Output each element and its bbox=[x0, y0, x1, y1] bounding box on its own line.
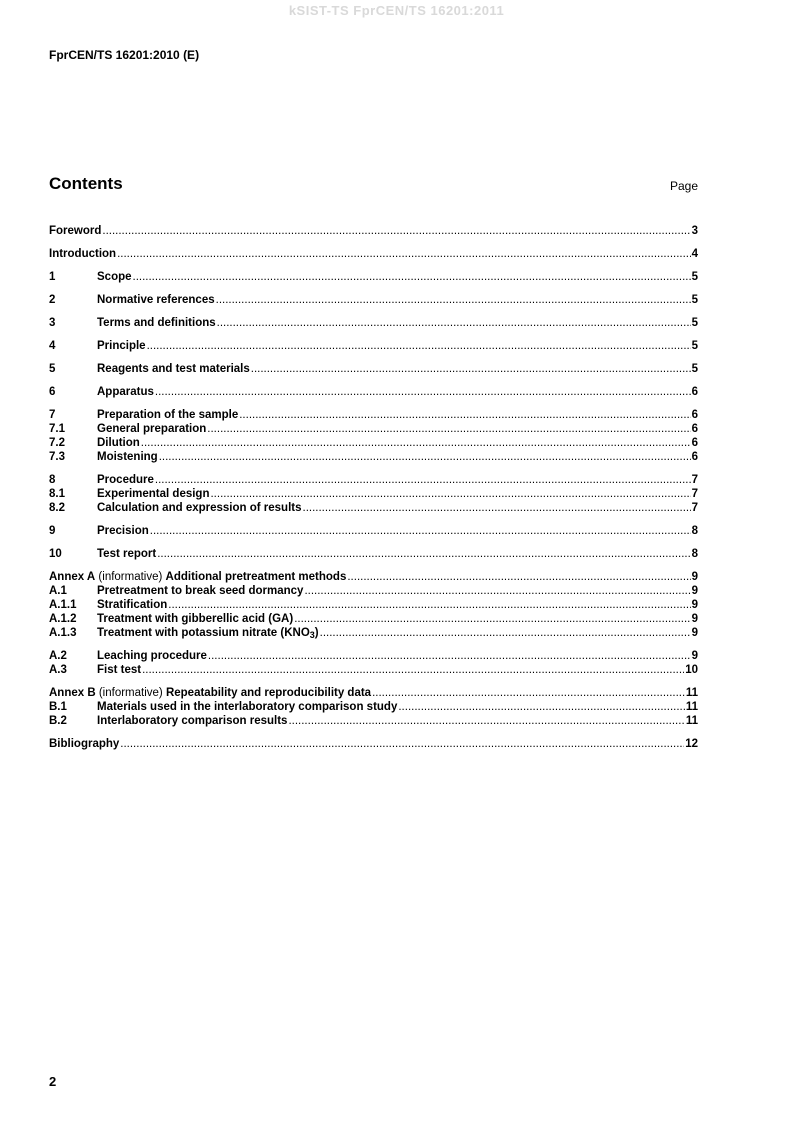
toc-entry-page: 9 bbox=[691, 613, 698, 625]
toc-entry-page: 11 bbox=[685, 701, 698, 713]
toc-entry-title bbox=[97, 626, 319, 640]
contents-heading: Contents bbox=[49, 174, 123, 193]
toc-entry-title: Preparation of the sample bbox=[97, 409, 239, 421]
dot-leader bbox=[288, 714, 684, 728]
toc-entry-page: 6 bbox=[691, 386, 698, 398]
dot-leader bbox=[320, 626, 691, 640]
toc-entry-3[interactable] bbox=[49, 316, 698, 330]
toc-entry-title: Pretreatment to break seed dormancy bbox=[97, 585, 304, 597]
dot-leader bbox=[207, 422, 690, 436]
toc-entry-introduction[interactable] bbox=[49, 247, 698, 261]
toc-entry-title: Materials used in the interlaboratory comparison study bbox=[97, 701, 398, 713]
toc-entry-number: A.1.2 bbox=[49, 613, 77, 625]
toc-entry-title-main: Treatment with potassium nitrate (KNO bbox=[97, 627, 310, 639]
toc-entry-number: A.2 bbox=[49, 650, 67, 662]
toc-entry-page: 9 bbox=[691, 571, 698, 583]
dot-leader bbox=[208, 649, 691, 663]
toc-entry-title: Experimental design bbox=[97, 488, 210, 500]
table-of-contents bbox=[49, 224, 698, 751]
toc-entry-5[interactable] bbox=[49, 362, 698, 376]
toc-entry-number: A.3 bbox=[49, 664, 67, 676]
toc-entry-number: 10 bbox=[49, 548, 62, 560]
toc-entry-page: 8 bbox=[691, 548, 698, 560]
toc-entry-page: 5 bbox=[691, 363, 698, 375]
toc-entry-page: 9 bbox=[691, 585, 698, 597]
toc-entry-number: 3 bbox=[49, 317, 56, 329]
toc-entry-foreword[interactable] bbox=[49, 224, 698, 238]
toc-entry-number: A.1.1 bbox=[49, 599, 77, 611]
toc-entry-title: Scope bbox=[97, 271, 132, 283]
toc-entry-title: Introduction bbox=[49, 248, 117, 260]
toc-entry-number: 1 bbox=[49, 271, 56, 283]
annex-title: Repeatability and reproducibility data bbox=[165, 687, 372, 699]
toc-entry-2[interactable] bbox=[49, 293, 698, 307]
toc-entry-a-2[interactable] bbox=[49, 649, 698, 663]
toc-entry-page: 5 bbox=[691, 271, 698, 283]
toc-entry-number: A.1 bbox=[49, 585, 67, 597]
dot-leader bbox=[304, 584, 690, 598]
toc-entry-title: Stratification bbox=[97, 599, 168, 611]
toc-entry-number: 7 bbox=[49, 409, 56, 421]
toc-entry-page: 6 bbox=[691, 451, 698, 463]
toc-entry-a-1-3[interactable] bbox=[49, 626, 698, 640]
toc-entry-b-1[interactable] bbox=[49, 700, 698, 714]
toc-entry-number: 5 bbox=[49, 363, 56, 375]
toc-entry-page: 8 bbox=[691, 525, 698, 537]
toc-entry-b-2[interactable] bbox=[49, 714, 698, 728]
toc-entry-number: 8.1 bbox=[49, 488, 65, 500]
toc-entry-title: Apparatus bbox=[97, 386, 154, 398]
toc-entry-page: 7 bbox=[691, 474, 698, 486]
subscript-3: 3 bbox=[309, 630, 315, 640]
toc-entry-title: Foreword bbox=[49, 225, 102, 237]
annex-label: Annex A bbox=[49, 571, 96, 583]
toc-entry-number: 6 bbox=[49, 386, 56, 398]
toc-entry-page: 11 bbox=[685, 687, 698, 699]
toc-entry-title bbox=[49, 686, 371, 700]
toc-entry-title: Precision bbox=[97, 525, 149, 537]
toc-entry-page: 5 bbox=[691, 340, 698, 352]
toc-entry-7-1[interactable] bbox=[49, 422, 698, 436]
dot-leader bbox=[217, 316, 691, 330]
toc-entry-7-3[interactable] bbox=[49, 450, 698, 464]
toc-entry-title: Leaching procedure bbox=[97, 650, 207, 662]
annex-informative-label: (informative) bbox=[95, 687, 166, 699]
toc-entry-title: Interlaboratory comparison results bbox=[97, 715, 288, 727]
dot-leader bbox=[303, 501, 691, 515]
watermark: kSIST-TS FprCEN/TS 16201:2011 bbox=[288, 3, 505, 18]
toc-entry-1[interactable] bbox=[49, 270, 698, 284]
toc-entry-8-2[interactable] bbox=[49, 501, 698, 515]
dot-leader bbox=[141, 436, 691, 450]
toc-entry-title bbox=[49, 570, 346, 584]
annex-label: Annex B bbox=[49, 687, 96, 699]
dot-leader bbox=[210, 487, 690, 501]
toc-entry-page: 11 bbox=[685, 715, 698, 727]
toc-entry-page: 6 bbox=[691, 437, 698, 449]
toc-entry-title: Reagents and test materials bbox=[97, 363, 250, 375]
toc-entry-title: Bibliography bbox=[49, 738, 120, 750]
dot-leader bbox=[294, 612, 690, 626]
toc-entry-title: Test report bbox=[97, 548, 157, 560]
toc-entry-title: Fist test bbox=[97, 664, 142, 676]
toc-entry-page: 9 bbox=[691, 599, 698, 611]
toc-entry-a-3[interactable] bbox=[49, 663, 698, 677]
dot-leader bbox=[372, 686, 685, 700]
toc-entry-a-1-2[interactable] bbox=[49, 612, 698, 626]
toc-entry-page: 9 bbox=[691, 627, 698, 639]
toc-entry-title: Principle bbox=[97, 340, 146, 352]
toc-entry-page: 7 bbox=[691, 502, 698, 514]
toc-entry-page: 7 bbox=[691, 488, 698, 500]
dot-leader bbox=[150, 524, 691, 538]
annex-title: Additional pretreatment methods bbox=[165, 571, 347, 583]
toc-entry-title: General preparation bbox=[97, 423, 207, 435]
toc-entry-page: 12 bbox=[685, 738, 698, 750]
dot-leader bbox=[157, 547, 690, 561]
dot-leader bbox=[347, 570, 690, 584]
toc-entry-4[interactable] bbox=[49, 339, 698, 353]
toc-entry-page: 3 bbox=[691, 225, 698, 237]
dot-leader bbox=[133, 270, 691, 284]
dot-leader bbox=[142, 663, 684, 677]
toc-entry-title: Dilution bbox=[97, 437, 140, 449]
toc-entry-page: 5 bbox=[691, 294, 698, 306]
page-number: 2 bbox=[49, 1074, 57, 1089]
toc-entry-8-1[interactable] bbox=[49, 487, 698, 501]
toc-entry-number: 9 bbox=[49, 525, 56, 537]
toc-entry-7-2[interactable] bbox=[49, 436, 698, 450]
page-column-label: Page bbox=[669, 179, 698, 193]
dot-leader bbox=[147, 339, 691, 353]
toc-entry-number: 7.3 bbox=[49, 451, 65, 463]
dot-leader bbox=[168, 598, 690, 612]
toc-entry-page: 5 bbox=[691, 317, 698, 329]
toc-entry-page: 6 bbox=[691, 409, 698, 421]
toc-entry-number: 4 bbox=[49, 340, 56, 352]
toc-entry-10[interactable] bbox=[49, 547, 698, 561]
toc-entry-7[interactable] bbox=[49, 408, 698, 422]
dot-leader bbox=[239, 408, 690, 422]
toc-entry-number: B.1 bbox=[49, 701, 67, 713]
toc-entry-title: Terms and definitions bbox=[97, 317, 216, 329]
toc-entry-number: 7.2 bbox=[49, 437, 65, 449]
toc-entry-annex-a[interactable] bbox=[49, 570, 698, 584]
toc-entry-annex-b[interactable] bbox=[49, 686, 698, 700]
dot-leader bbox=[102, 224, 690, 238]
toc-entry-page: 4 bbox=[691, 248, 698, 260]
toc-entry-number: 2 bbox=[49, 294, 56, 306]
toc-entry-number: 7.1 bbox=[49, 423, 65, 435]
annex-informative-label: (informative) bbox=[95, 571, 166, 583]
toc-entry-page: 10 bbox=[685, 664, 698, 676]
toc-entry-title: Normative references bbox=[97, 294, 215, 306]
toc-entry-number: B.2 bbox=[49, 715, 67, 727]
dot-leader bbox=[120, 737, 684, 751]
dot-leader bbox=[159, 450, 691, 464]
dot-leader bbox=[155, 385, 691, 399]
toc-entry-title-suffix: ) bbox=[314, 627, 319, 639]
document-id-header: FprCEN/TS 16201:2010 (E) bbox=[49, 48, 200, 62]
dot-leader bbox=[155, 473, 691, 487]
toc-entry-title: Treatment with gibberellic acid (GA) bbox=[97, 613, 294, 625]
toc-entry-number: 8 bbox=[49, 474, 56, 486]
dot-leader bbox=[251, 362, 691, 376]
toc-entry-title: Moistening bbox=[97, 451, 158, 463]
toc-entry-title: Procedure bbox=[97, 474, 154, 486]
toc-entry-a-1[interactable] bbox=[49, 584, 698, 598]
toc-entry-8[interactable] bbox=[49, 473, 698, 487]
toc-entry-6[interactable] bbox=[49, 385, 698, 399]
toc-entry-number: A.1.3 bbox=[49, 627, 77, 639]
dot-leader bbox=[117, 247, 691, 261]
toc-entry-page: 9 bbox=[691, 650, 698, 662]
dot-leader bbox=[216, 293, 691, 307]
toc-entry-number: 8.2 bbox=[49, 502, 65, 514]
toc-entry-page: 6 bbox=[691, 423, 698, 435]
toc-entry-9[interactable] bbox=[49, 524, 698, 538]
toc-entry-a-1-1[interactable] bbox=[49, 598, 698, 612]
toc-entry-title: Calculation and expression of results bbox=[97, 502, 302, 514]
toc-entry-bibliography[interactable] bbox=[49, 737, 698, 751]
dot-leader bbox=[398, 700, 684, 714]
